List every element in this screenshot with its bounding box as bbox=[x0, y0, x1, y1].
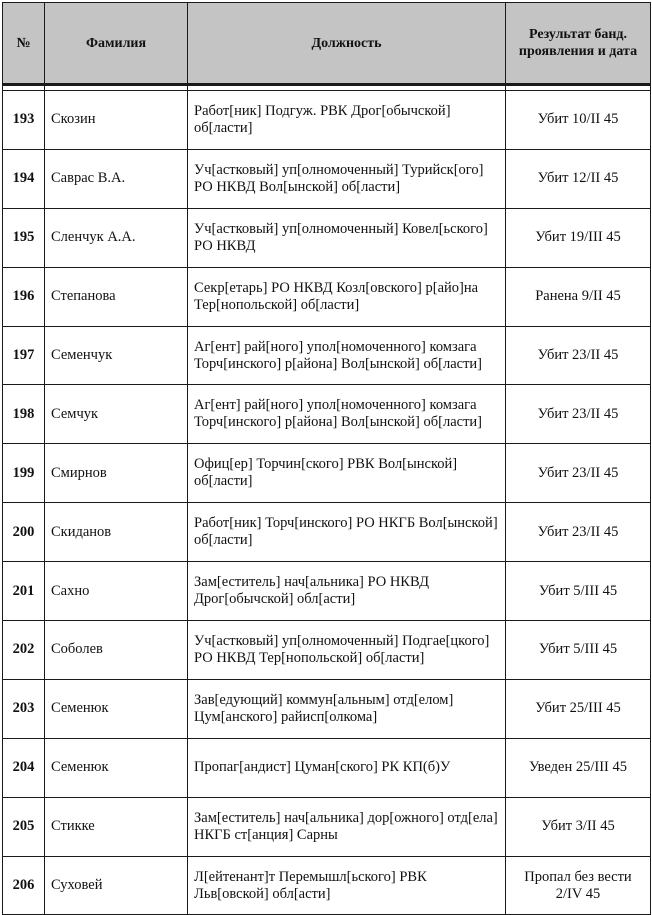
row-position: Пропаг[андист] Цуман[ского] РК КП(б)У bbox=[188, 738, 506, 797]
row-result: Убит 12/II 45 bbox=[506, 149, 651, 208]
table-row bbox=[3, 444, 651, 503]
row-number: 203 bbox=[3, 679, 45, 738]
row-surname: Соболев bbox=[45, 621, 188, 680]
row-surname: Семенчук bbox=[45, 326, 188, 385]
row-result: Убит 25/III 45 bbox=[506, 679, 651, 738]
table-body bbox=[3, 85, 651, 915]
row-number: 200 bbox=[3, 503, 45, 562]
row-surname: Сленчук А.А. bbox=[45, 208, 188, 267]
row-surname: Смирнов bbox=[45, 444, 188, 503]
row-result: Уведен 25/III 45 bbox=[506, 738, 651, 797]
row-position: Аг[ент] рай[ного] упол[номоченного] комзага Торч[инского] р[айона] Вол[ынской] об[ласти] bbox=[188, 385, 506, 444]
row-position: Аг[ент] рай[ного] упол[номоченного] комзага Торч[инского] р[айона] Вол[ынской] об[ласти] bbox=[188, 326, 506, 385]
row-number: 197 bbox=[3, 326, 45, 385]
row-surname: Сахно bbox=[45, 562, 188, 621]
table-row bbox=[3, 326, 651, 385]
row-result: Ранена 9/II 45 bbox=[506, 267, 651, 326]
row-result: Убит 23/II 45 bbox=[506, 444, 651, 503]
row-result: Убит 23/II 45 bbox=[506, 326, 651, 385]
row-surname: Скиданов bbox=[45, 503, 188, 562]
table-row bbox=[3, 738, 651, 797]
row-surname: Скозин bbox=[45, 91, 188, 150]
row-result: Пропал без вести 2/IV 45 bbox=[506, 856, 651, 915]
row-position: Секр[етарь] РО НКВД Козл[овского] р[айо]на Тер[нопольской] об[ласти] bbox=[188, 267, 506, 326]
table-row bbox=[3, 856, 651, 915]
table-row bbox=[3, 797, 651, 856]
table-row bbox=[3, 91, 651, 150]
header-position: Должность bbox=[188, 3, 506, 85]
row-surname: Саврас В.А. bbox=[45, 149, 188, 208]
row-result: Убит 5/III 45 bbox=[506, 562, 651, 621]
header-row bbox=[3, 3, 651, 85]
header-result: Результат банд. проявления и дата bbox=[506, 3, 651, 85]
row-result: Убит 23/II 45 bbox=[506, 503, 651, 562]
row-position: Работ[ник] Торч[инского] РО НКГБ Вол[ынской] об[ласти] bbox=[188, 503, 506, 562]
row-number: 201 bbox=[3, 562, 45, 621]
table-row bbox=[3, 503, 651, 562]
table-row bbox=[3, 208, 651, 267]
row-number: 199 bbox=[3, 444, 45, 503]
row-position: Зам[еститель] нач[альника] РО НКВД Дрог[обычской] обл[асти] bbox=[188, 562, 506, 621]
table-row bbox=[3, 385, 651, 444]
row-position: Л[ейтенант]т Перемышл[ьского] РВК Льв[овской] обл[асти] bbox=[188, 856, 506, 915]
row-position: Офиц[ер] Торчин[ского] РВК Вол[ынской] об[ласти] bbox=[188, 444, 506, 503]
row-surname: Семенюк bbox=[45, 738, 188, 797]
row-number: 198 bbox=[3, 385, 45, 444]
row-result: Убит 19/III 45 bbox=[506, 208, 651, 267]
row-number: 195 bbox=[3, 208, 45, 267]
table-row bbox=[3, 149, 651, 208]
header-number: № bbox=[3, 3, 45, 85]
row-result: Убит 23/II 45 bbox=[506, 385, 651, 444]
header-surname: Фамилия bbox=[45, 3, 188, 85]
row-position: Зав[едующий] коммун[альным] отд[елом] Цум[анского] райисп[олкома] bbox=[188, 679, 506, 738]
casualty-table bbox=[2, 2, 651, 915]
table-row bbox=[3, 621, 651, 680]
row-position: Зам[еститель] нач[альника] дор[ожного] отд[ела] НКГБ ст[анция] Сарны bbox=[188, 797, 506, 856]
table-header bbox=[3, 3, 651, 85]
table-row bbox=[3, 679, 651, 738]
row-number: 205 bbox=[3, 797, 45, 856]
row-number: 194 bbox=[3, 149, 45, 208]
row-result: Убит 5/III 45 bbox=[506, 621, 651, 680]
table-row bbox=[3, 562, 651, 621]
row-surname: Суховей bbox=[45, 856, 188, 915]
row-number: 196 bbox=[3, 267, 45, 326]
row-surname: Степанова bbox=[45, 267, 188, 326]
row-surname: Семенюк bbox=[45, 679, 188, 738]
row-result: Убит 3/II 45 bbox=[506, 797, 651, 856]
row-position: Уч[астковый] уп[олномоченный] Ковел[ьского] РО НКВД bbox=[188, 208, 506, 267]
row-surname: Семчук bbox=[45, 385, 188, 444]
row-number: 204 bbox=[3, 738, 45, 797]
table-row bbox=[3, 267, 651, 326]
row-result: Убит 10/II 45 bbox=[506, 91, 651, 150]
row-number: 202 bbox=[3, 621, 45, 680]
row-position: Уч[астковый] уп[олномоченный] Подгае[цкого] РО НКВД Тер[нопольской] об[ласти] bbox=[188, 621, 506, 680]
row-number: 193 bbox=[3, 91, 45, 150]
row-position: Работ[ник] Подгуж. РВК Дрог[обычской] об[ласти] bbox=[188, 91, 506, 150]
row-surname: Стикке bbox=[45, 797, 188, 856]
row-number: 206 bbox=[3, 856, 45, 915]
row-position: Уч[астковый] уп[олномоченный] Турийск[ого] РО НКВД Вол[ынской] об[ласти] bbox=[188, 149, 506, 208]
